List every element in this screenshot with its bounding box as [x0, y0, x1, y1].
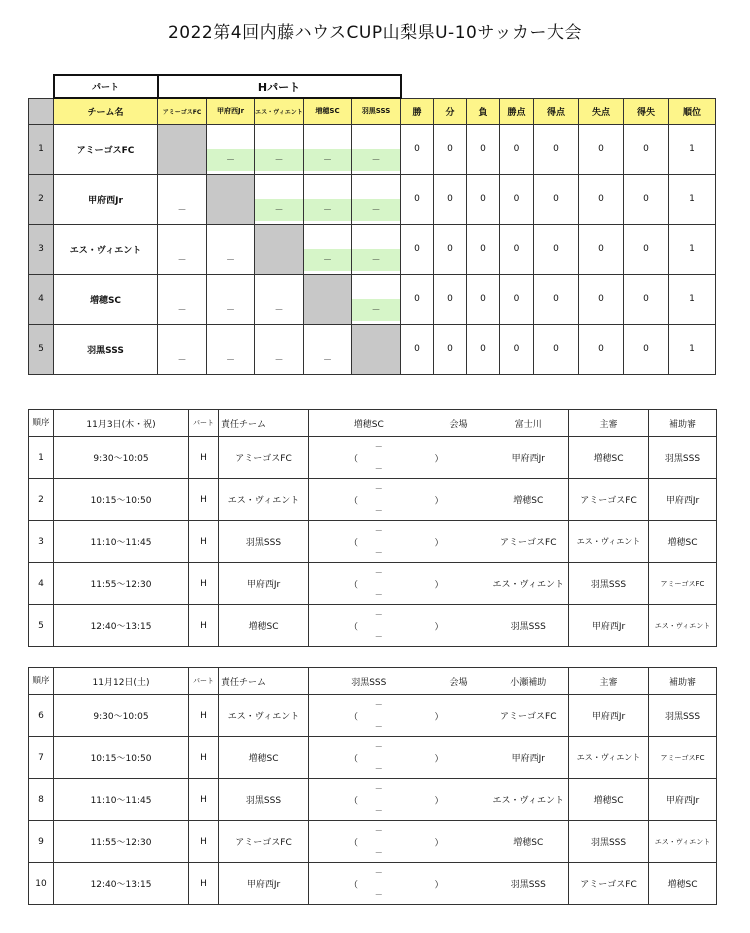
score-open-paren: （: [349, 712, 359, 722]
match-score: [309, 863, 489, 905]
match-result-cell: [207, 224, 255, 274]
score-dash-bottom: －: [374, 722, 383, 731]
stat-value: 0: [401, 224, 434, 274]
match-part: H: [189, 863, 219, 905]
col-team-header: アミーゴスFC: [158, 98, 207, 124]
match-home-team: 甲府西Jr: [489, 437, 569, 479]
match-time: 11:10～11:45: [54, 521, 189, 563]
score-dash-top: －: [374, 700, 383, 709]
part-label: パート: [54, 75, 158, 98]
stat-value: 1: [669, 124, 716, 174]
schedule-table: [28, 667, 717, 905]
match-row: [29, 695, 717, 737]
stat-value: 0: [467, 324, 500, 374]
team-name: アミーゴスFC: [54, 124, 158, 174]
self-match-cell: [207, 174, 255, 224]
result-dash: －: [177, 305, 187, 316]
responsible-team-header: 責任チーム: [219, 668, 309, 695]
referee-team: エス・ヴィエント: [569, 737, 649, 779]
stat-value: 0: [434, 274, 467, 324]
stat-value: 0: [500, 274, 534, 324]
match-result-cell: [304, 324, 352, 374]
stat-header: 得点: [534, 98, 579, 124]
referee-team: 増穂SC: [569, 437, 649, 479]
match-date: 11月12日(土): [54, 668, 189, 695]
match-number: 10: [29, 863, 54, 905]
match-number: 9: [29, 821, 54, 863]
referee-header: 主審: [569, 410, 649, 437]
stat-value: 0: [534, 224, 579, 274]
host-team: 増穂SC: [309, 410, 429, 437]
match-part: H: [189, 479, 219, 521]
match-number: 8: [29, 779, 54, 821]
stat-value: 0: [500, 174, 534, 224]
match-part: H: [189, 563, 219, 605]
stat-value: 1: [669, 224, 716, 274]
stat-value: 0: [434, 124, 467, 174]
match-part: H: [189, 779, 219, 821]
assistant-referee-team: アミーゴスFC: [649, 737, 717, 779]
standings-header-row: [29, 98, 716, 124]
match-row: [29, 821, 717, 863]
row-number: 3: [29, 224, 54, 274]
result-dash: －: [225, 355, 235, 366]
match-result-cell: [304, 174, 352, 224]
part-name: Hパート: [158, 75, 401, 98]
stat-header: 得失: [624, 98, 669, 124]
match-part: H: [189, 521, 219, 563]
match-score: [309, 695, 489, 737]
score-dash-bottom: －: [374, 806, 383, 815]
score-dash-bottom: －: [374, 848, 383, 857]
result-dash: －: [177, 205, 187, 216]
row-number: 1: [29, 124, 54, 174]
referee-team: エス・ヴィエント: [569, 521, 649, 563]
venue-label: 会場: [429, 668, 489, 695]
match-row: [29, 779, 717, 821]
match-result-cell: [304, 124, 352, 174]
match-home-team: 羽黒SSS: [489, 605, 569, 647]
page-title: 2022第4回内藤ハウスCUP山梨県U-10サッカー大会: [167, 23, 582, 43]
stat-value: 0: [624, 174, 669, 224]
part-header: パート: [189, 410, 219, 437]
stat-value: 0: [534, 274, 579, 324]
score-dash-bottom: －: [374, 464, 383, 473]
referee-team: 甲府西Jr: [569, 605, 649, 647]
match-time: 12:40～13:15: [54, 605, 189, 647]
match-time: 10:15～10:50: [54, 737, 189, 779]
match-number: 1: [29, 437, 54, 479]
standings-row: [29, 124, 716, 174]
referee-team: アミーゴスFC: [569, 479, 649, 521]
standings-row: [29, 224, 716, 274]
referee-team: 甲府西Jr: [569, 695, 649, 737]
match-result-cell: [352, 124, 401, 174]
match-part: H: [189, 695, 219, 737]
score-open-paren: （: [349, 580, 359, 590]
venue-label: 会場: [429, 410, 489, 437]
responsible-team: アミーゴスFC: [219, 437, 309, 479]
score-close-paren: ）: [434, 454, 444, 464]
team-name: 羽黒SSS: [54, 324, 158, 374]
match-row: [29, 521, 717, 563]
score-dash-top: －: [374, 568, 383, 577]
score-dash-top: －: [374, 826, 383, 835]
match-score: [309, 605, 489, 647]
match-date: 11月3日(木・祝): [54, 410, 189, 437]
match-time: 11:10～11:45: [54, 779, 189, 821]
score-close-paren: ）: [434, 754, 444, 764]
referee-team: 羽黒SSS: [569, 821, 649, 863]
order-header: 順序: [29, 668, 54, 695]
score-dash-top: －: [374, 784, 383, 793]
result-dash: －: [322, 255, 332, 266]
stat-value: 1: [669, 174, 716, 224]
match-score: [309, 437, 489, 479]
score-close-paren: ）: [434, 496, 444, 506]
assistant-referee-team: エス・ヴィエント: [649, 821, 717, 863]
self-match-cell: [158, 124, 207, 174]
score-dash-top: －: [374, 742, 383, 751]
col-team-header: 増穂SC: [304, 98, 352, 124]
assistant-referee-team: アミーゴスFC: [649, 563, 717, 605]
match-row: [29, 563, 717, 605]
responsible-team-header: 責任チーム: [219, 410, 309, 437]
stat-header: 順位: [669, 98, 716, 124]
stat-value: 0: [467, 124, 500, 174]
match-result-cell: [207, 324, 255, 374]
match-number: 6: [29, 695, 54, 737]
match-result-cell: [352, 224, 401, 274]
schedule-header-row: [29, 410, 717, 437]
score-open-paren: （: [349, 754, 359, 764]
stat-value: 0: [500, 124, 534, 174]
part-header: パート: [189, 668, 219, 695]
row-number: 2: [29, 174, 54, 224]
self-match-cell: [352, 324, 401, 374]
stat-value: 0: [534, 324, 579, 374]
assistant-referee-team: 増穂SC: [649, 521, 717, 563]
match-result-cell: [304, 224, 352, 274]
score-close-paren: ）: [434, 580, 444, 590]
responsible-team: アミーゴスFC: [219, 821, 309, 863]
assistant-referee-header: 補助審: [649, 668, 717, 695]
match-part: H: [189, 437, 219, 479]
assistant-referee-team: 羽黒SSS: [649, 695, 717, 737]
responsible-team: 甲府西Jr: [219, 563, 309, 605]
stat-value: 0: [467, 224, 500, 274]
assistant-referee-team: 甲府西Jr: [649, 479, 717, 521]
stat-value: 0: [467, 274, 500, 324]
standings-row: [29, 324, 716, 374]
match-row: [29, 863, 717, 905]
responsible-team: エス・ヴィエント: [219, 695, 309, 737]
assistant-referee-team: エス・ヴィエント: [649, 605, 717, 647]
score-open-paren: （: [349, 538, 359, 548]
result-dash: －: [371, 255, 381, 266]
result-dash: －: [371, 305, 381, 316]
stat-value: 0: [401, 324, 434, 374]
stat-header: 失点: [579, 98, 624, 124]
stat-value: 1: [669, 324, 716, 374]
match-home-team: 羽黒SSS: [489, 863, 569, 905]
result-dash: －: [322, 355, 332, 366]
stat-value: 0: [579, 174, 624, 224]
referee-team: 羽黒SSS: [569, 563, 649, 605]
match-row: [29, 479, 717, 521]
match-result-cell: [158, 174, 207, 224]
responsible-team: 増穂SC: [219, 605, 309, 647]
stat-value: 0: [467, 174, 500, 224]
match-time: 11:55～12:30: [54, 563, 189, 605]
standings-row: [29, 174, 716, 224]
result-dash: －: [371, 205, 381, 216]
result-dash: －: [177, 355, 187, 366]
match-score: [309, 521, 489, 563]
responsible-team: 羽黒SSS: [219, 779, 309, 821]
col-team-header: 甲府西Jr: [207, 98, 255, 124]
match-home-team: アミーゴスFC: [489, 521, 569, 563]
match-home-team: 増穂SC: [489, 821, 569, 863]
stat-value: 1: [669, 274, 716, 324]
result-dash: －: [225, 255, 235, 266]
self-match-cell: [255, 224, 304, 274]
stat-value: 0: [401, 124, 434, 174]
match-result-cell: [255, 274, 304, 324]
match-time: 10:15～10:50: [54, 479, 189, 521]
responsible-team: 甲府西Jr: [219, 863, 309, 905]
standings-row: [29, 274, 716, 324]
schedule-header-row: [29, 668, 717, 695]
match-home-team: エス・ヴィエント: [489, 779, 569, 821]
venue-name: 小瀬補助: [489, 668, 569, 695]
score-close-paren: ）: [434, 712, 444, 722]
match-home-team: アミーゴスFC: [489, 695, 569, 737]
score-open-paren: （: [349, 796, 359, 806]
row-number: 5: [29, 324, 54, 374]
score-dash-bottom: －: [374, 548, 383, 557]
self-match-cell: [304, 274, 352, 324]
stat-value: 0: [579, 224, 624, 274]
score-open-paren: （: [349, 838, 359, 848]
col-team-header: エス・ヴィエント: [255, 98, 304, 124]
score-dash-top: －: [374, 484, 383, 493]
score-dash-top: －: [374, 868, 383, 877]
result-dash: －: [177, 255, 187, 266]
score-open-paren: （: [349, 622, 359, 632]
match-row: [29, 437, 717, 479]
responsible-team: 増穂SC: [219, 737, 309, 779]
score-close-paren: ）: [434, 622, 444, 632]
match-time: 11:55～12:30: [54, 821, 189, 863]
match-result-cell: [352, 274, 401, 324]
score-close-paren: ）: [434, 538, 444, 548]
result-dash: －: [225, 155, 235, 166]
match-number: 3: [29, 521, 54, 563]
stat-value: 0: [401, 274, 434, 324]
result-dash: －: [225, 305, 235, 316]
score-close-paren: ）: [434, 880, 444, 890]
team-name: 甲府西Jr: [54, 174, 158, 224]
stat-value: 0: [500, 224, 534, 274]
score-dash-top: －: [374, 526, 383, 535]
row-number: 4: [29, 274, 54, 324]
result-dash: －: [322, 155, 332, 166]
match-result-cell: [158, 224, 207, 274]
match-part: H: [189, 737, 219, 779]
host-team: 羽黒SSS: [309, 668, 429, 695]
match-time: 9:30～10:05: [54, 695, 189, 737]
match-home-team: エス・ヴィエント: [489, 563, 569, 605]
match-number: 2: [29, 479, 54, 521]
score-dash-top: －: [374, 610, 383, 619]
score-dash-top: －: [374, 442, 383, 451]
match-result-cell: [255, 324, 304, 374]
stat-value: 0: [500, 324, 534, 374]
col-team-header: 羽黒SSS: [352, 98, 401, 124]
assistant-referee-header: 補助審: [649, 410, 717, 437]
stat-value: 0: [434, 224, 467, 274]
match-score: [309, 821, 489, 863]
result-dash: －: [274, 355, 284, 366]
stat-value: 0: [624, 224, 669, 274]
match-part: H: [189, 821, 219, 863]
stat-header: 分: [434, 98, 467, 124]
result-dash: －: [274, 205, 284, 216]
match-result-cell: [255, 124, 304, 174]
stat-header: 勝点: [500, 98, 534, 124]
referee-header: 主審: [569, 668, 649, 695]
stat-value: 0: [534, 124, 579, 174]
score-open-paren: （: [349, 454, 359, 464]
match-score: [309, 479, 489, 521]
match-row: [29, 605, 717, 647]
stat-value: 0: [401, 174, 434, 224]
result-dash: －: [274, 305, 284, 316]
score-open-paren: （: [349, 496, 359, 506]
score-dash-bottom: －: [374, 632, 383, 641]
match-number: 5: [29, 605, 54, 647]
stat-header: 勝: [401, 98, 434, 124]
stat-header: 負: [467, 98, 500, 124]
match-home-team: 増穂SC: [489, 479, 569, 521]
match-score: [309, 563, 489, 605]
venue-name: 富士川: [489, 410, 569, 437]
match-score: [309, 737, 489, 779]
match-number: 7: [29, 737, 54, 779]
stat-value: 0: [434, 174, 467, 224]
stat-value: 0: [434, 324, 467, 374]
stat-value: 0: [624, 274, 669, 324]
match-score: [309, 779, 489, 821]
stat-value: 0: [624, 124, 669, 174]
referee-team: アミーゴスFC: [569, 863, 649, 905]
stat-value: 0: [534, 174, 579, 224]
match-result-cell: [158, 274, 207, 324]
score-dash-bottom: －: [374, 890, 383, 899]
assistant-referee-team: 羽黒SSS: [649, 437, 717, 479]
schedule-table: [28, 409, 717, 647]
score-dash-bottom: －: [374, 590, 383, 599]
match-time: 12:40～13:15: [54, 863, 189, 905]
assistant-referee-team: 増穂SC: [649, 863, 717, 905]
match-result-cell: [255, 174, 304, 224]
match-part: H: [189, 605, 219, 647]
team-name: 増穂SC: [54, 274, 158, 324]
result-dash: －: [371, 155, 381, 166]
stat-value: 0: [579, 124, 624, 174]
result-dash: －: [274, 155, 284, 166]
score-dash-bottom: －: [374, 764, 383, 773]
score-close-paren: ）: [434, 796, 444, 806]
score-open-paren: （: [349, 880, 359, 890]
score-dash-bottom: －: [374, 506, 383, 515]
stat-value: 0: [579, 274, 624, 324]
match-time: 9:30～10:05: [54, 437, 189, 479]
match-number: 4: [29, 563, 54, 605]
team-name-header: チーム名: [54, 98, 158, 124]
match-result-cell: [207, 124, 255, 174]
result-dash: －: [322, 205, 332, 216]
team-name: エス・ヴィエント: [54, 224, 158, 274]
assistant-referee-team: 甲府西Jr: [649, 779, 717, 821]
match-result-cell: [352, 174, 401, 224]
stat-value: 0: [579, 324, 624, 374]
responsible-team: 羽黒SSS: [219, 521, 309, 563]
match-result-cell: [158, 324, 207, 374]
match-home-team: 甲府西Jr: [489, 737, 569, 779]
referee-team: 増穂SC: [569, 779, 649, 821]
order-header: 順序: [29, 410, 54, 437]
responsible-team: エス・ヴィエント: [219, 479, 309, 521]
score-close-paren: ）: [434, 838, 444, 848]
match-result-cell: [207, 274, 255, 324]
stat-value: 0: [624, 324, 669, 374]
match-row: [29, 737, 717, 779]
standings-table: [28, 74, 716, 375]
